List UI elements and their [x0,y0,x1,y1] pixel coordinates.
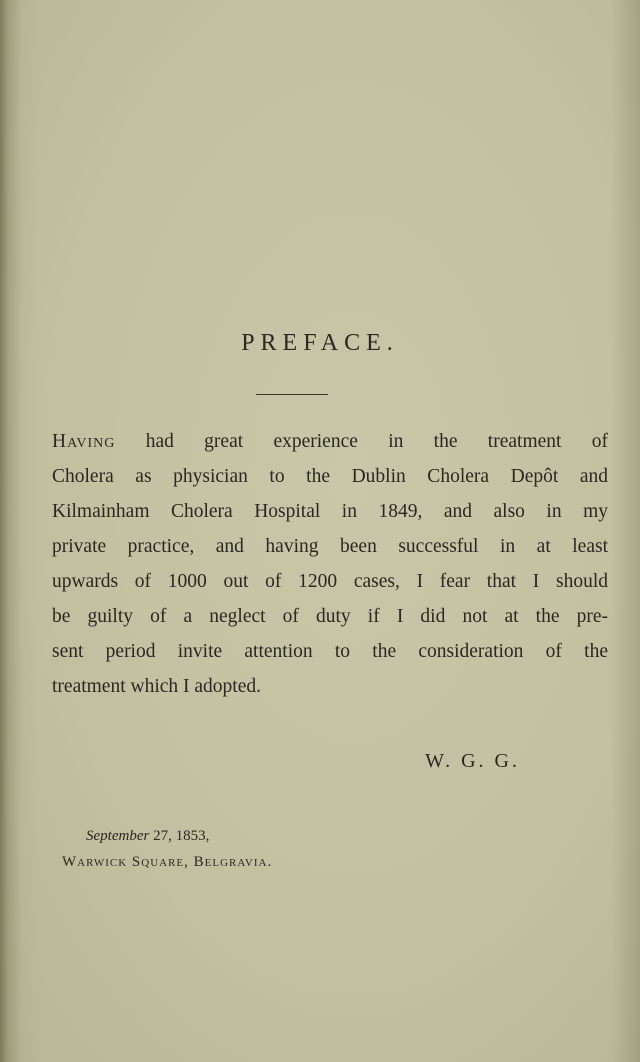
title-rule [256,394,328,395]
text-line-8: treatment which I adopted. [52,676,262,697]
line-1-rest: had great experience in the treatment of [145,431,608,452]
preface-text [52,424,608,704]
date-month: September [86,828,150,844]
text-line-6: be guilty of a neglect of duty if I did not at the pre- [52,606,608,627]
author-initials: W. G. G. [425,750,520,772]
text-line-7: sent period invite attention to the consideration of the [52,641,608,662]
dateline [86,826,209,846]
text-line-1 [52,424,608,459]
first-word: Having [52,431,116,452]
page-title: PREFACE. [241,330,399,356]
text-line-2: Cholera as physician to the Dublin Cholera Depôt and [52,466,608,487]
text-line-4: private practice, and having been successful in at least [52,536,608,557]
date-rest: 27, 1853, [153,828,210,844]
text-line-3: Kilmainham Cholera Hospital in 1849, and also in my [52,501,608,522]
text-line-5: upwards of 1000 out of 1200 cases, I fear that I should [52,571,608,592]
address: Warwick Square, Belgravia. [62,854,273,870]
